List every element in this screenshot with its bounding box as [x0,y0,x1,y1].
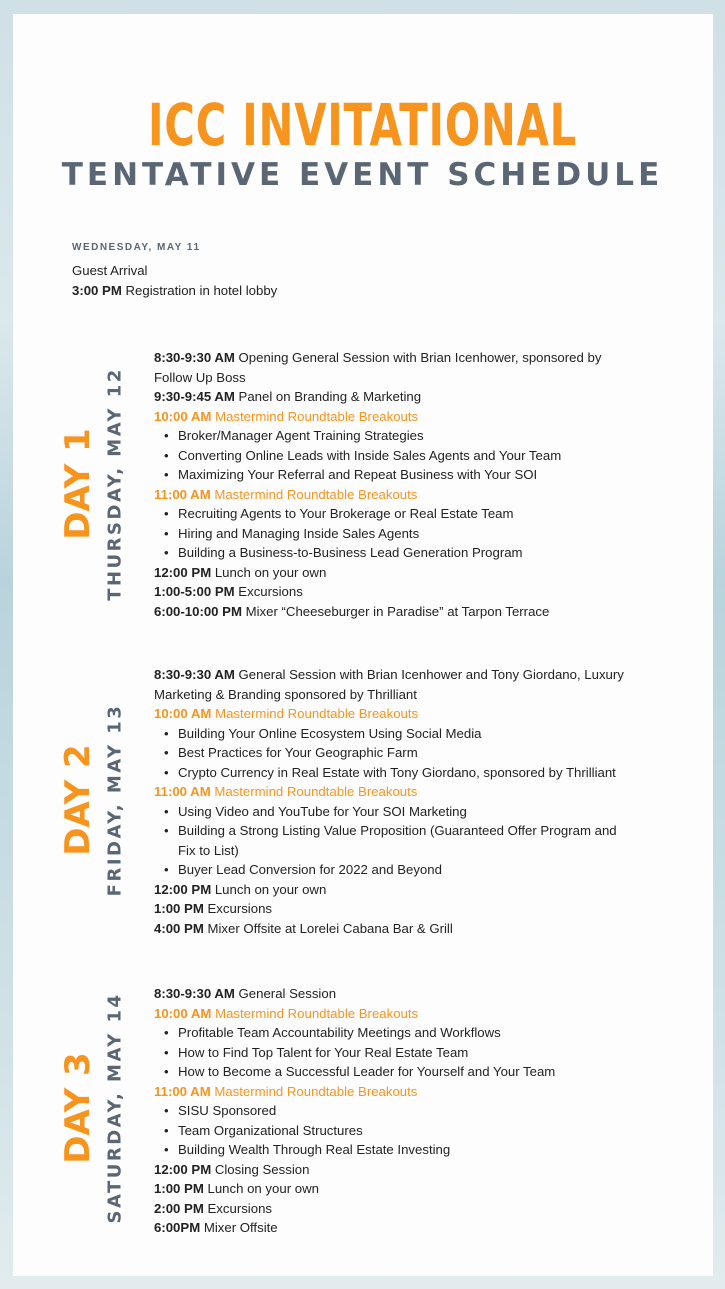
schedule-item: 8:30-9:30 AM General Session with Brian Icenhower and Tony Giordano, Luxury [154,667,624,682]
breakout-item: • Building a Strong Listing Value Proposition (Guaranteed Offer Program and [154,821,654,841]
breakout-item: • Converting Online Leads with Inside Sales Agents and Your Team [154,446,654,466]
schedule-item: 9:30-9:45 AM Panel on Branding & Marketing [154,389,422,404]
breakout-item: • Building Wealth Through Real Estate Investing [154,1140,654,1160]
breakout-item: • Profitable Team Accountability Meetings and Workflows [154,1023,654,1043]
schedule-item: 2:00 PM Excursions [154,1200,273,1216]
breakout-item: • Building a Business-to-Business Lead Generation Program [154,543,654,563]
breakout-item: • How to Find Top Talent for Your Real Estate Team [154,1043,654,1063]
schedule-item: 1:00-5:00 PM Excursions [154,584,303,599]
breakout-item: • SISU Sponsored [154,1101,654,1121]
day1-date: THURSDAY, MAY 12 [104,367,126,601]
day3-date: SATURDAY, MAY 14 [104,992,126,1224]
page-title: ICC INVITATIONAL [148,91,577,159]
registration-line: 3:00 PM Registration in hotel lobby [72,283,278,298]
breakout-item: • Best Practices for Your Geographic Farm [154,743,654,763]
schedule-item: 12:00 PM Closing Session [154,1161,310,1177]
breakout-heading: 11:00 AM Mastermind Roundtable Breakouts [154,1083,418,1099]
schedule-item: 1:00 PM Excursions [154,901,273,916]
day1-label: DAY 1 [58,428,98,540]
breakout-item: • Hiring and Managing Inside Sales Agents [154,524,654,544]
breakout-heading: 10:00 AM Mastermind Roundtable Breakouts [154,408,419,424]
guest-arrival: Guest Arrival [72,263,148,278]
page-subtitle: TENTATIVE EVENT SCHEDULE [61,157,664,193]
schedule-item: 6:00-10:00 PM Mixer “Cheeseburger in Paradise” at Tarpon Terrace [154,603,550,619]
breakout-item: • How to Become a Successful Leader for Yourself and Your Team [154,1062,654,1082]
wednesday-date: WEDNESDAY, MAY 11 [72,242,201,253]
breakout-item: • Crypto Currency in Real Estate with Tony Giordano, sponsored by Thrilliant [154,763,654,783]
breakout-item: • Recruiting Agents to Your Brokerage or Real Estate Team [154,504,654,524]
schedule-item: 12:00 PM Lunch on your own [154,881,327,897]
schedule-item: 12:00 PM Lunch on your own [154,564,327,580]
breakout-heading: 11:00 AM Mastermind Roundtable Breakouts [154,784,418,799]
breakout-heading: 10:00 AM Mastermind Roundtable Breakouts [154,706,419,721]
day3-schedule [154,984,654,1238]
breakout-item: • Maximizing Your Referral and Repeat Business with Your SOI [154,465,654,485]
breakout-item: • Buyer Lead Conversion for 2022 and Beyond [154,860,654,880]
day1-schedule [154,348,654,621]
schedule-item: 8:30-9:30 AM General Session [154,986,337,1001]
schedule-item: 6:00PM Mixer Offsite [154,1220,278,1235]
schedule-item: 8:30-9:30 AM Opening General Session with Brian Icenhower, sponsored by [154,350,602,365]
breakout-item: • Building Your Online Ecosystem Using Social Media [154,724,654,744]
day3-label: DAY 3 [58,1052,98,1164]
breakout-item: • Using Video and YouTube for Your SOI Marketing [154,802,654,822]
breakout-heading: 11:00 AM Mastermind Roundtable Breakouts [154,486,418,502]
breakout-item: • Broker/Manager Agent Training Strategies [154,426,654,446]
schedule-item: 1:00 PM Lunch on your own [154,1181,319,1196]
day2-date: FRIDAY, MAY 13 [104,703,126,897]
breakout-item: • Team Organizational Structures [154,1121,654,1141]
schedule-item-cont: Marketing & Branding sponsored by Thrilliant [154,686,417,702]
day2-label: DAY 2 [58,744,98,856]
day2-schedule [154,665,654,938]
breakout-item-cont: Fix to List) [178,842,239,858]
breakout-heading: 10:00 AM Mastermind Roundtable Breakouts [154,1005,419,1021]
schedule-item: 4:00 PM Mixer Offsite at Lorelei Cabana Bar & Grill [154,920,453,936]
schedule-item-cont: Follow Up Boss [154,369,246,385]
